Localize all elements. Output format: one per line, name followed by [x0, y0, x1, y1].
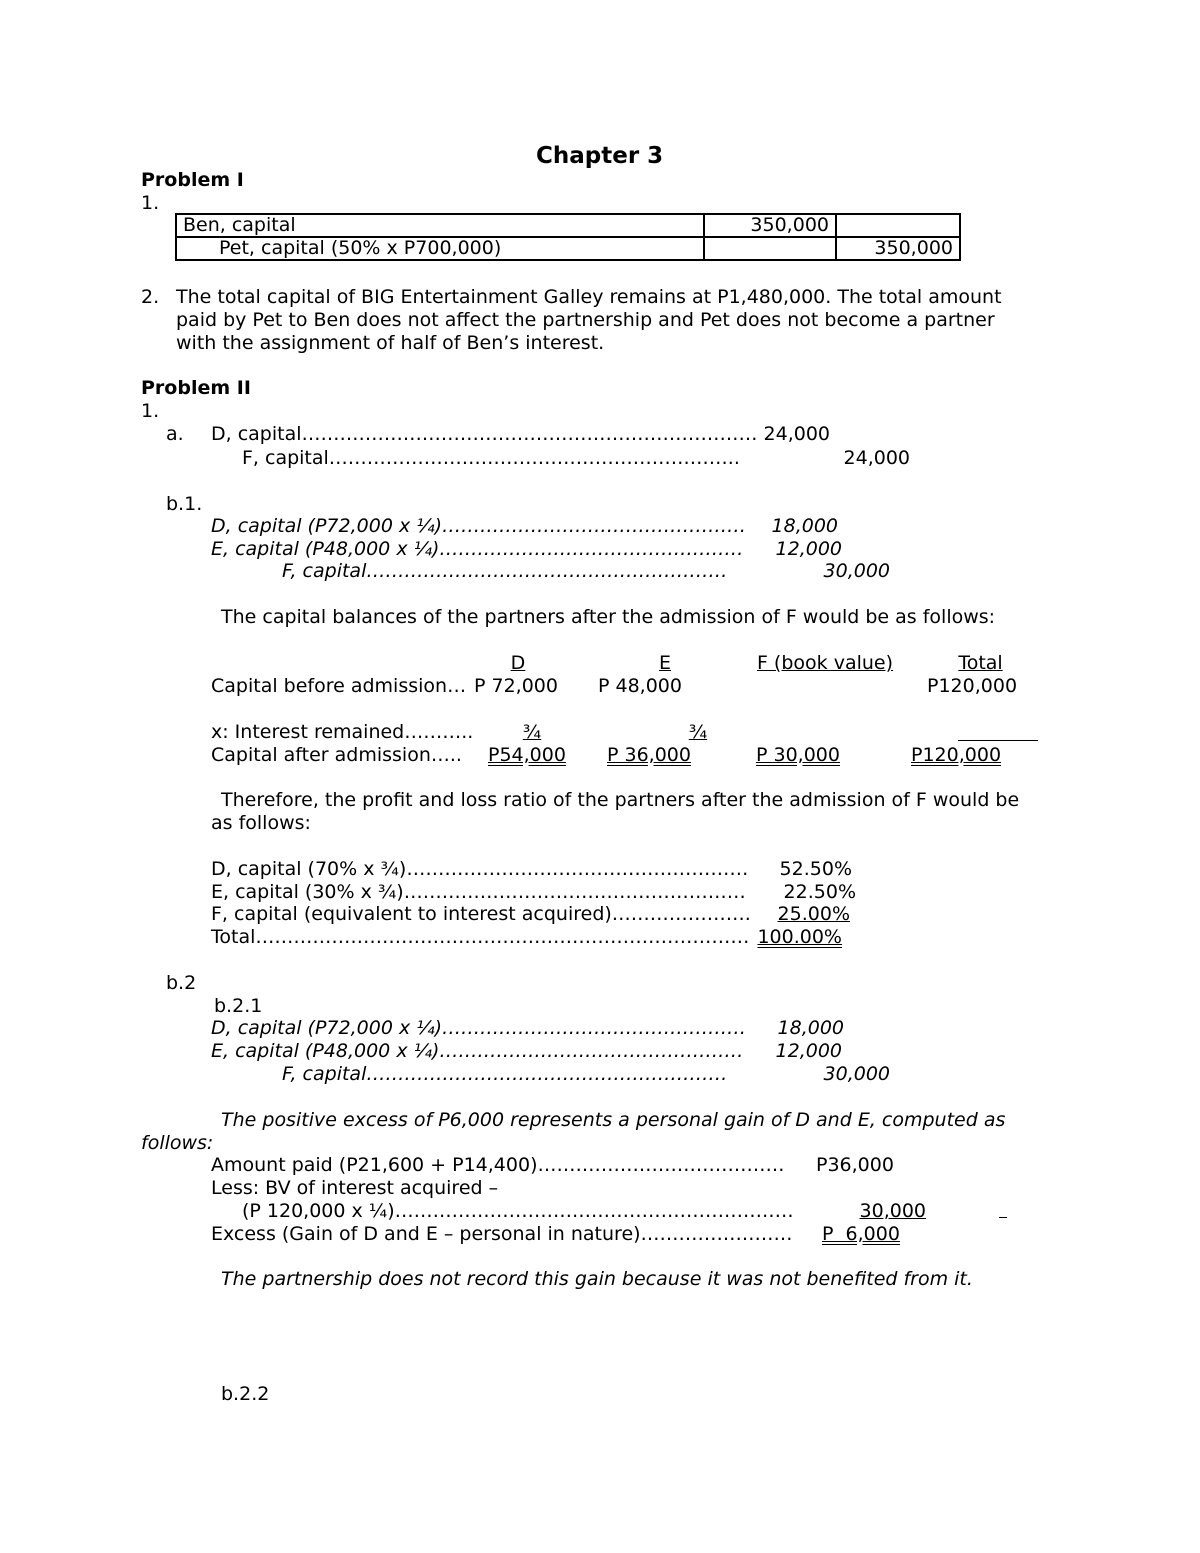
paragraph-line: The capital balances of the partners after the admission of F would be as follows: [221, 606, 996, 628]
row-label: Capital after admission….. [211, 744, 462, 766]
row-label: x: Interest remained……….. [211, 721, 474, 743]
paragraph-line: The total capital of BIG Entertainment Galley remains at P1,480,000. The total amount [176, 286, 1002, 308]
ratio-label: Total…………………………………………………………………… [211, 926, 750, 948]
table-cell: ¾ [522, 721, 542, 743]
computation-label: Amount paid (P21,600 + P14,400)………………………………… [211, 1154, 791, 1176]
credit-amount: 30,000 [823, 560, 890, 582]
ratio-label: E, capital (30% x ¾)……………………………………………… [211, 881, 752, 903]
ratio-value: 100.00% [757, 926, 842, 948]
section-label: b.1. [166, 493, 203, 515]
ratio-label: D, capital (70% x ¾)……………………………………………… [211, 858, 755, 880]
debit-amount: 24,000 [763, 423, 830, 445]
computation-label: (P 120,000 x ¼)……………………………………………………… [242, 1200, 800, 1222]
debit-account: D, capital (P72,000 x ¼)………………………………………… [211, 515, 753, 537]
item-number: 1. [141, 400, 160, 422]
item-number: 1. [141, 192, 160, 214]
table-cell: P 36,000 [607, 744, 691, 766]
column-header-d: D [510, 652, 526, 674]
section-label: a. [166, 423, 184, 445]
table-cell: P120,000 [911, 744, 1002, 766]
ratio-value: 52.50% [779, 858, 852, 880]
paragraph-line: Therefore, the profit and loss ratio of the partners after the admission of F would be [221, 789, 1020, 811]
debit-cell [704, 237, 836, 260]
underline-rule [999, 1217, 1007, 1218]
table-row [176, 214, 960, 237]
table-row [176, 237, 960, 260]
ratio-value: 22.50% [783, 881, 856, 903]
chapter-title: Chapter 3 [536, 143, 664, 169]
table-cell: P 48,000 [598, 675, 682, 697]
debit-amount: 18,000 [777, 1017, 844, 1039]
debit-amount: 12,000 [775, 538, 842, 560]
debit-account: D, capital……………………………………………………………… [211, 423, 764, 445]
table-cell: ¾ [688, 721, 708, 743]
table-cell: P120,000 [927, 675, 1018, 697]
credit-cell [836, 214, 960, 237]
section-label: b.2.1 [214, 995, 263, 1017]
account-cell: Pet, capital (50% x P700,000) [176, 237, 704, 260]
debit-amount: 12,000 [775, 1040, 842, 1062]
paragraph-line: with the assignment of half of Ben’s interest. [176, 332, 605, 354]
credit-amount: 30,000 [823, 1063, 890, 1085]
section-label: b.2.2 [221, 1383, 270, 1405]
debit-cell: 350,000 [704, 214, 836, 237]
journal-entry-table [175, 213, 961, 261]
credit-account: F, capital………………………………………………… [282, 560, 728, 582]
account-cell: Ben, capital [176, 214, 704, 237]
ratio-label: F, capital (equivalent to interest acquired)…………………. [211, 903, 751, 925]
paragraph-line: The positive excess of P6,000 represents a personal gain of D and E, computed as [221, 1109, 1006, 1131]
computation-value: 30,000 [859, 1200, 926, 1222]
column-header-f: F (book value) [756, 652, 894, 674]
paragraph-line: follows: [141, 1132, 214, 1154]
problem-1-heading: Problem I [141, 169, 244, 191]
credit-cell: 350,000 [836, 237, 960, 260]
problem-2-heading: Problem II [141, 377, 251, 399]
ratio-value: 25.00% [777, 903, 850, 925]
computation-value: P 6,000 [822, 1223, 900, 1245]
underline-rule [958, 740, 1038, 741]
credit-account: F, capital………………………………………………… [282, 1063, 728, 1085]
column-header-e: E [658, 652, 671, 674]
paragraph-line: as follows: [211, 812, 311, 834]
debit-account: D, capital (P72,000 x ¼)………………………………………… [211, 1017, 753, 1039]
computation-label: Less: BV of interest acquired – [211, 1177, 499, 1199]
column-header-total: Total [958, 652, 1003, 674]
table-cell: P 72,000 [474, 675, 558, 697]
debit-account: E, capital (P48,000 x ¼)………………………………………… [211, 1040, 750, 1062]
table-cell: P 30,000 [756, 744, 840, 766]
debit-amount: 18,000 [771, 515, 838, 537]
row-label: Capital before admission… [211, 675, 467, 697]
section-label: b.2 [166, 972, 197, 994]
computation-value: P36,000 [816, 1154, 894, 1176]
credit-account: F, capital……………………………………………………….. [242, 447, 740, 469]
paragraph-line: paid by Pet to Ben does not affect the partnership and Pet does not become a partner [176, 309, 995, 331]
note-line: The partnership does not record this gain because it was not benefited from it. [221, 1268, 973, 1290]
table-cell: P54,000 [488, 744, 566, 766]
item-number: 2. [141, 286, 160, 308]
credit-amount: 24,000 [843, 447, 910, 469]
debit-account: E, capital (P48,000 x ¼)………………………………………… [211, 538, 750, 560]
computation-label: Excess (Gain of D and E – personal in nature)…………………… [211, 1223, 799, 1245]
